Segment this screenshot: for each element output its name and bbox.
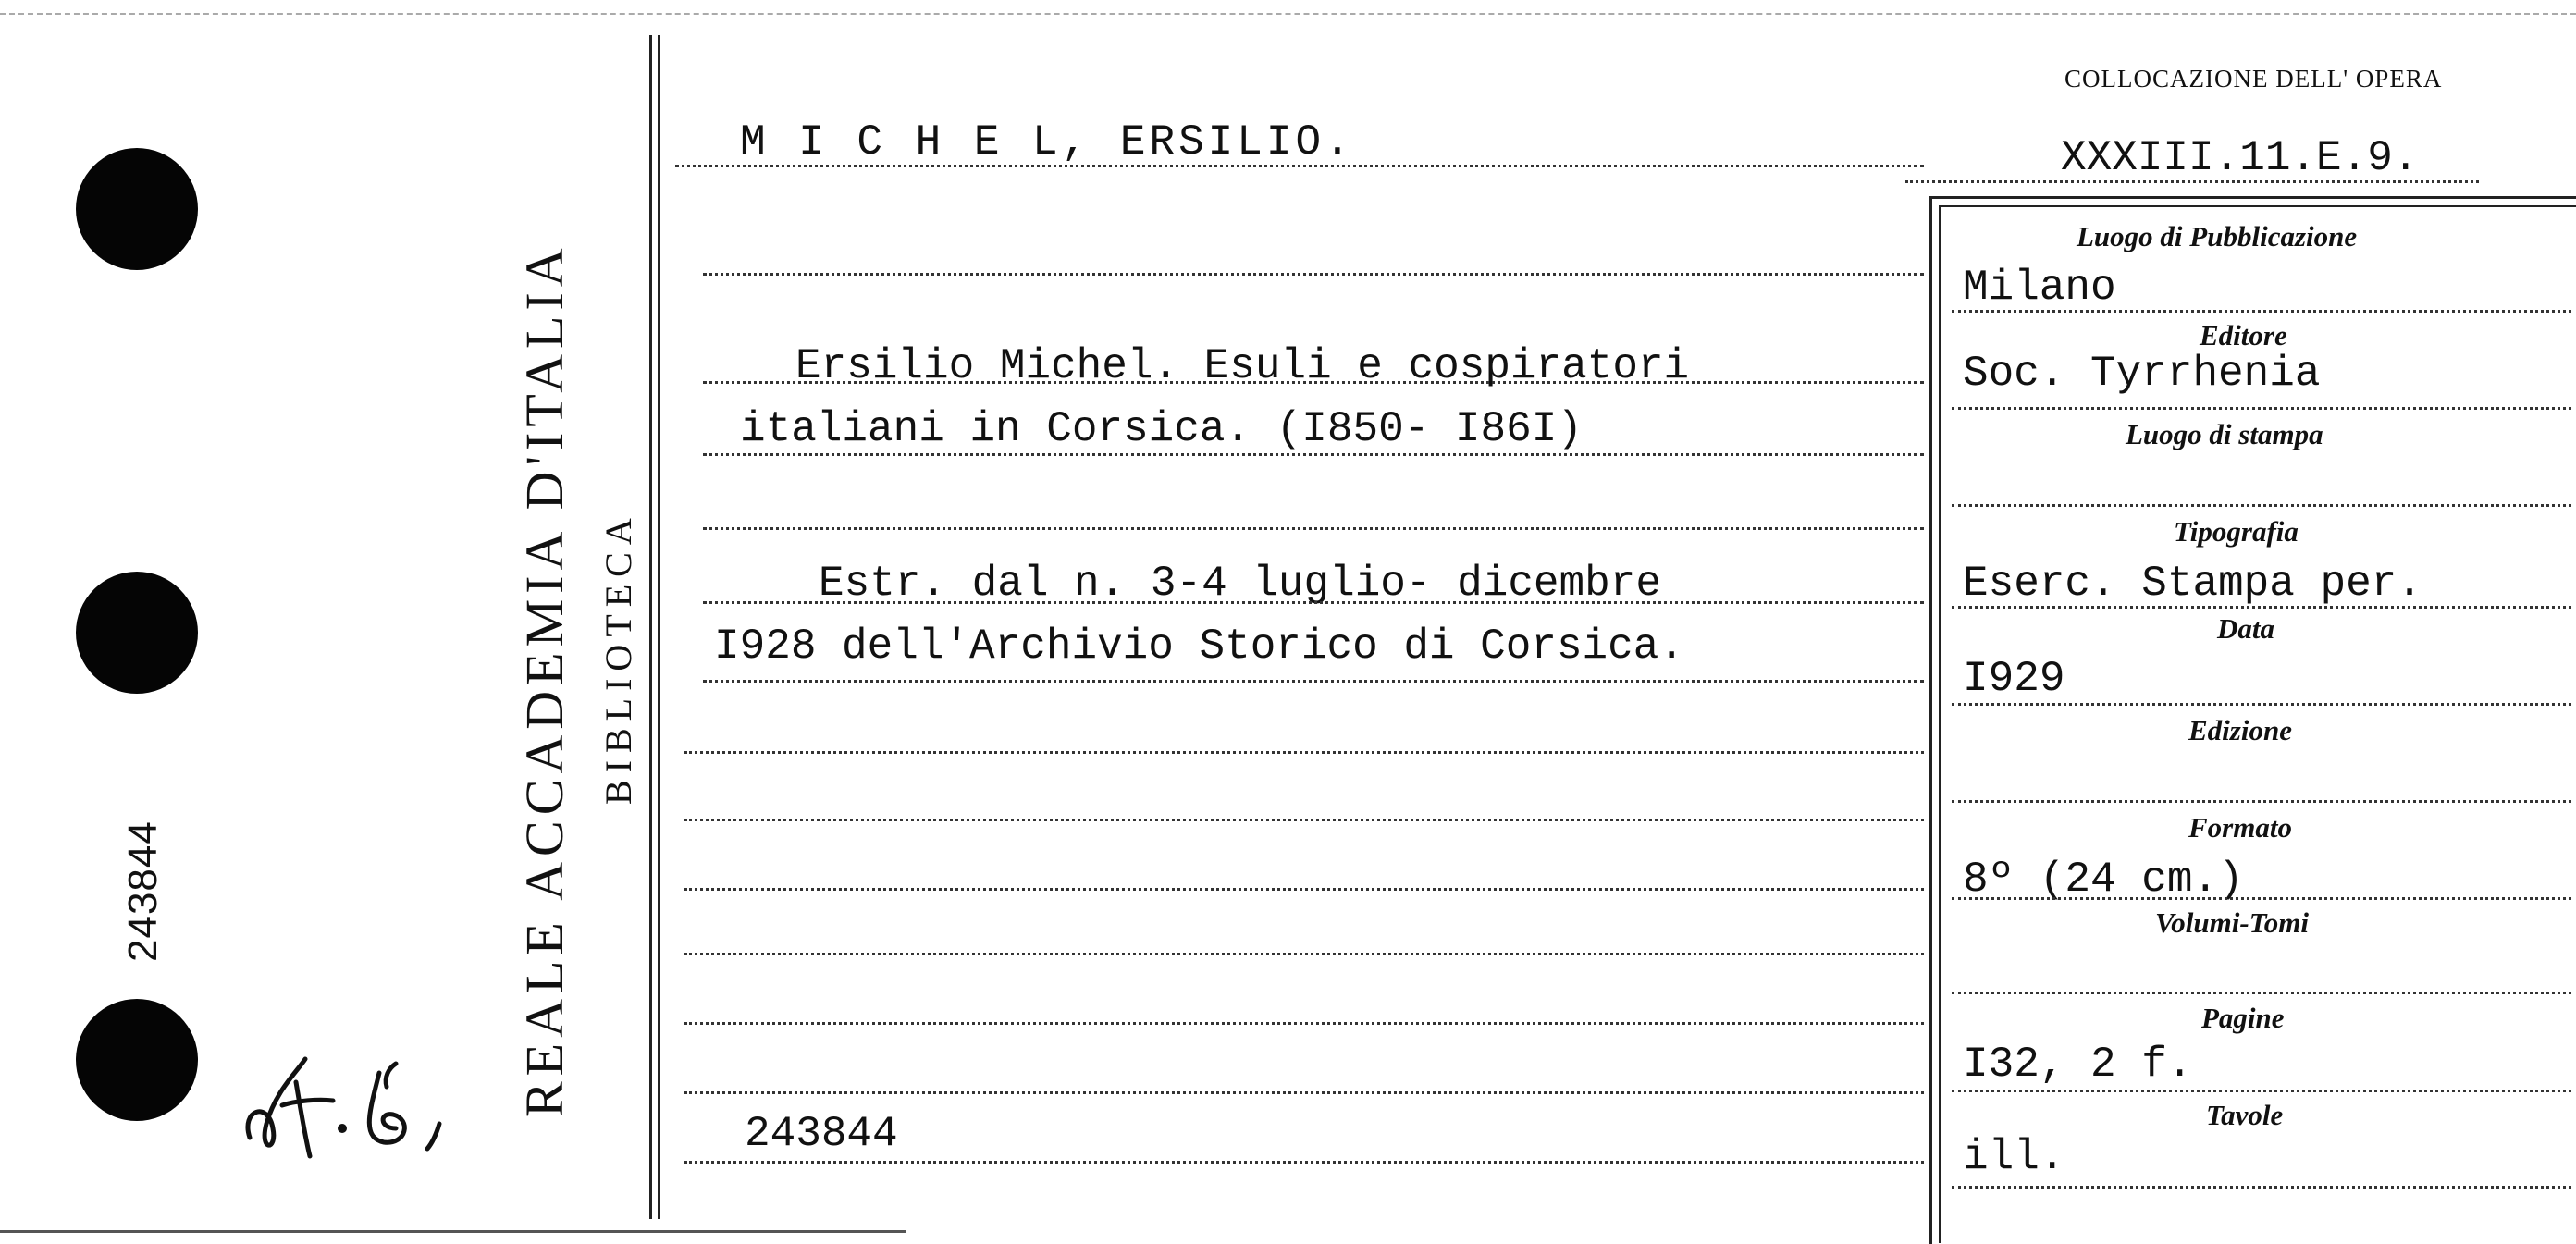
rule-line [684, 1091, 1924, 1094]
label-formato: Formato [2188, 811, 2292, 844]
label-luogo-pubblicazione: Luogo di Pubblicazione [2077, 220, 2358, 252]
rule-line [703, 601, 1924, 604]
value-pagine: I32, 2 f. [1963, 1041, 2193, 1089]
field-rule [1952, 606, 2571, 609]
rule-line [684, 1022, 1924, 1025]
value-formato: 8º (24 cm.) [1963, 856, 2244, 904]
value-tavole: ill. [1963, 1133, 2065, 1181]
side-inventory-number: 243844 [120, 820, 166, 962]
value-luogo-pubblicazione: Milano [1963, 264, 2116, 312]
rule-line [703, 680, 1924, 683]
vertical-rule-inner [658, 35, 660, 1219]
note-line-2: I928 dell'Archivio Storico di Corsica. [714, 622, 1684, 671]
label-pagine: Pagine [2201, 1002, 2285, 1034]
field-rule [1952, 1090, 2571, 1092]
title-line-1: Ersilio Michel. Esuli e cospiratori [795, 342, 1690, 390]
field-rule [1952, 1186, 2571, 1189]
field-rule [1952, 310, 2571, 313]
department-name: BIBLIOTECA [598, 511, 639, 805]
top-edge [0, 13, 2576, 15]
bottom-edge [0, 1230, 906, 1233]
punch-hole-bottom [76, 999, 198, 1121]
rule-line [703, 453, 1924, 456]
field-rule [1952, 504, 2571, 507]
field-rule [1952, 992, 2571, 994]
collocazione-value: XXXIII.11.E.9. [2061, 134, 2419, 182]
rule-line [684, 888, 1924, 891]
rule-line [703, 381, 1924, 384]
label-edizione: Edizione [2188, 714, 2292, 746]
author-heading: M I C H E L, ERSILIO. [740, 118, 1354, 166]
field-rule [1952, 897, 2571, 900]
label-tipografia: Tipografia [2174, 515, 2299, 548]
rule-line [703, 527, 1924, 530]
value-data: I929 [1963, 655, 2065, 703]
bottom-inventory-number: 243844 [745, 1110, 898, 1158]
label-editore: Editore [2200, 319, 2287, 351]
punch-hole-middle [76, 572, 198, 694]
handwritten-initials [231, 1036, 472, 1165]
rule-line [675, 165, 1924, 167]
collocazione-label: COLLOCAZIONE DELL' OPERA [2064, 65, 2443, 92]
field-rule [1952, 703, 2571, 706]
rule-line [684, 1161, 1924, 1164]
note-line-1: Estr. dal n. 3-4 luglio- dicembre [819, 560, 1661, 608]
vertical-rule [649, 35, 652, 1219]
field-rule [1952, 800, 2571, 803]
title-line-2: italiani in Corsica. (I850- I86I) [740, 405, 1583, 453]
collocazione-rule [1905, 180, 2479, 183]
label-volumi-tomi: Volumi-Tomi [2155, 906, 2309, 939]
punch-hole-top [76, 148, 198, 270]
value-tipografia: Eserc. Stampa per. [1963, 560, 2422, 608]
field-rule [1952, 407, 2571, 410]
value-editore: Soc. Tyrrhenia [1963, 350, 2321, 398]
rule-line [684, 751, 1924, 754]
rule-line [703, 273, 1924, 276]
institution-name: REALE ACCADEMIA D'ITALIA [514, 242, 574, 1117]
label-data: Data [2217, 612, 2274, 645]
rule-line [684, 953, 1924, 955]
rule-line [684, 819, 1924, 821]
label-luogo-stampa: Luogo di stampa [2126, 418, 2323, 450]
label-tavole: Tavole [2206, 1099, 2284, 1131]
